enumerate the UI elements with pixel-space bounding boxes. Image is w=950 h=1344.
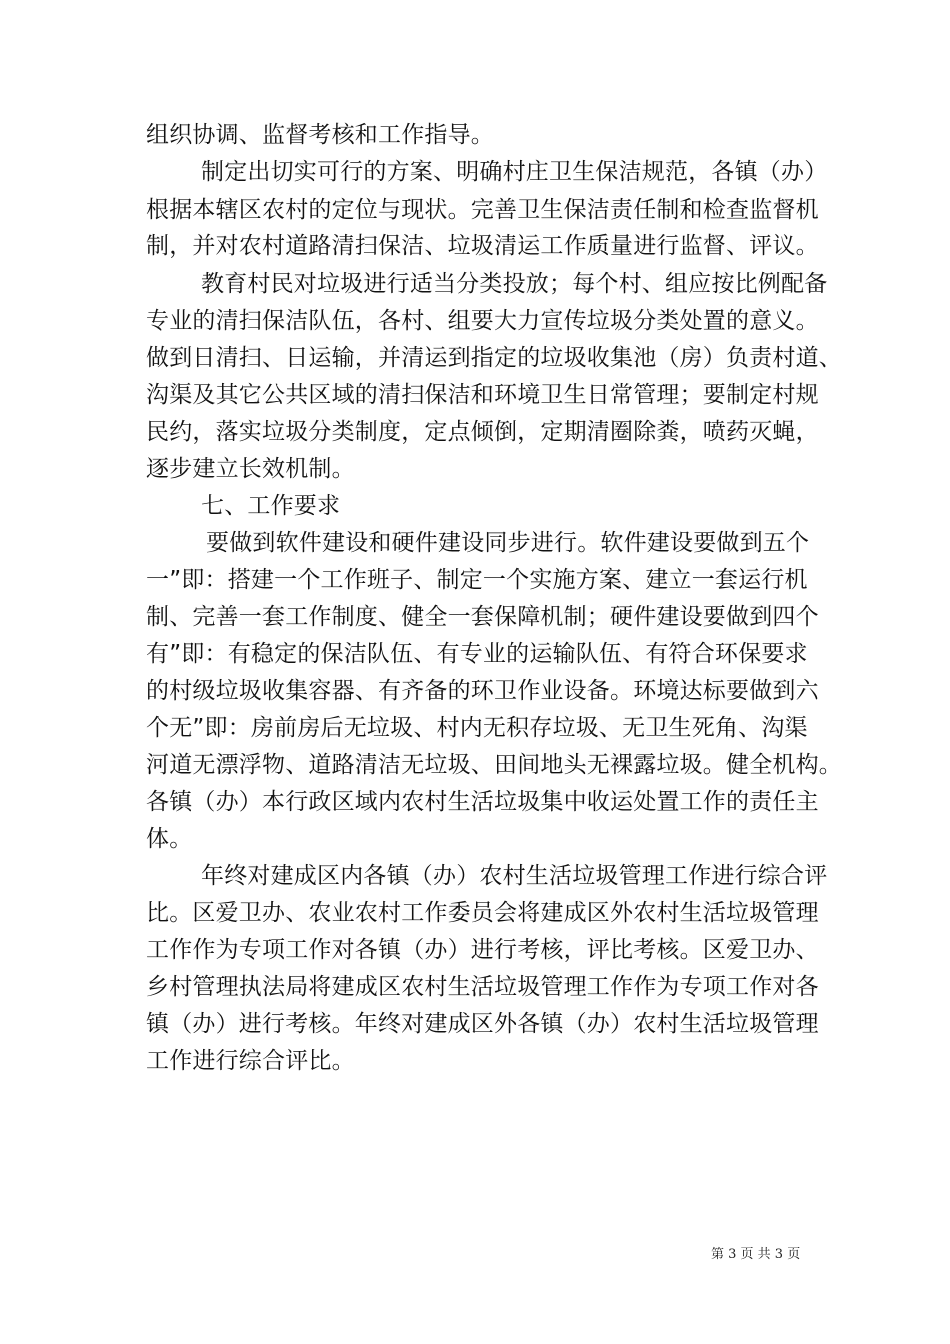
text-line: 个无”即：房前房后无垃圾、村内无积存垃圾、无卫生死角、沟渠	[146, 715, 808, 741]
text-line: 组织协调、监督考核和工作指导。	[146, 122, 494, 148]
text-line: 民约，落实垃圾分类制度，定点倾倒，定期清圈除粪，喷药灭蝇，	[146, 419, 819, 445]
text-line: 沟渠及其它公共区域的清扫保洁和环境卫生日常管理；要制定村规	[146, 382, 819, 408]
text-line: 年终对建成区内各镇（办）农村生活垃圾管理工作进行综合评	[201, 863, 828, 889]
text-line: 教育村民对垃圾进行适当分类投放；每个村、组应按比例配备	[201, 271, 828, 297]
section-heading: 七、工作要求	[201, 493, 341, 519]
text-line: 工作作为专项工作对各镇（办）进行考核，评比考核。区爱卫办、	[146, 937, 819, 963]
text-line: 专业的清扫保洁队伍，各村、组要大力宣传垃圾分类处置的意义。	[146, 308, 819, 334]
text-line: 有”即：有稳定的保洁队伍、有专业的运输队伍、有符合环保要求	[146, 641, 808, 667]
text-line: 体。	[146, 826, 193, 852]
text-line: 做到日清扫、日运输，并清运到指定的垃圾收集池（房）负责村道、	[146, 345, 842, 371]
text-line: 制定出切实可行的方案、明确村庄卫生保洁规范，各镇（办）	[201, 159, 828, 185]
text-line: 制，并对农村道路清扫保洁、垃圾清运工作质量进行监督、评议。	[146, 233, 819, 259]
text-line: 的村级垃圾收集容器、有齐备的环卫作业设备。环境达标要做到六	[146, 678, 819, 704]
text-line: 制、完善一套工作制度、健全一套保障机制；硬件建设要做到四个	[146, 604, 819, 630]
text-line: 一”即：搭建一个工作班子、制定一个实施方案、建立一套运行机	[146, 567, 808, 593]
text-line: 比。区爱卫办、农业农村工作委员会将建成区外农村生活垃圾管理	[146, 900, 819, 926]
text-line: 根据本辖区农村的定位与现状。完善卫生保洁责任制和检查监督机	[146, 197, 819, 223]
text-line: 各镇（办）本行政区域内农村生活垃圾集中收运处置工作的责任主	[146, 789, 819, 815]
text-line: 乡村管理执法局将建成区农村生活垃圾管理工作作为专项工作对各	[146, 974, 819, 1000]
page-number: 第 3 页 共 3 页	[711, 1247, 801, 1262]
text-line: 逐步建立长效机制。	[146, 456, 355, 482]
text-line: 镇（办）进行考核。年终对建成区外各镇（办）农村生活垃圾管理	[146, 1011, 819, 1037]
text-line: 要做到软件建设和硬件建设同步进行。软件建设要做到五个	[206, 530, 810, 556]
text-line: 河道无漂浮物、道路清洁无垃圾、田间地头无裸露垃圾。健全机构。	[146, 752, 842, 778]
text-line: 工作进行综合评比。	[146, 1048, 355, 1074]
